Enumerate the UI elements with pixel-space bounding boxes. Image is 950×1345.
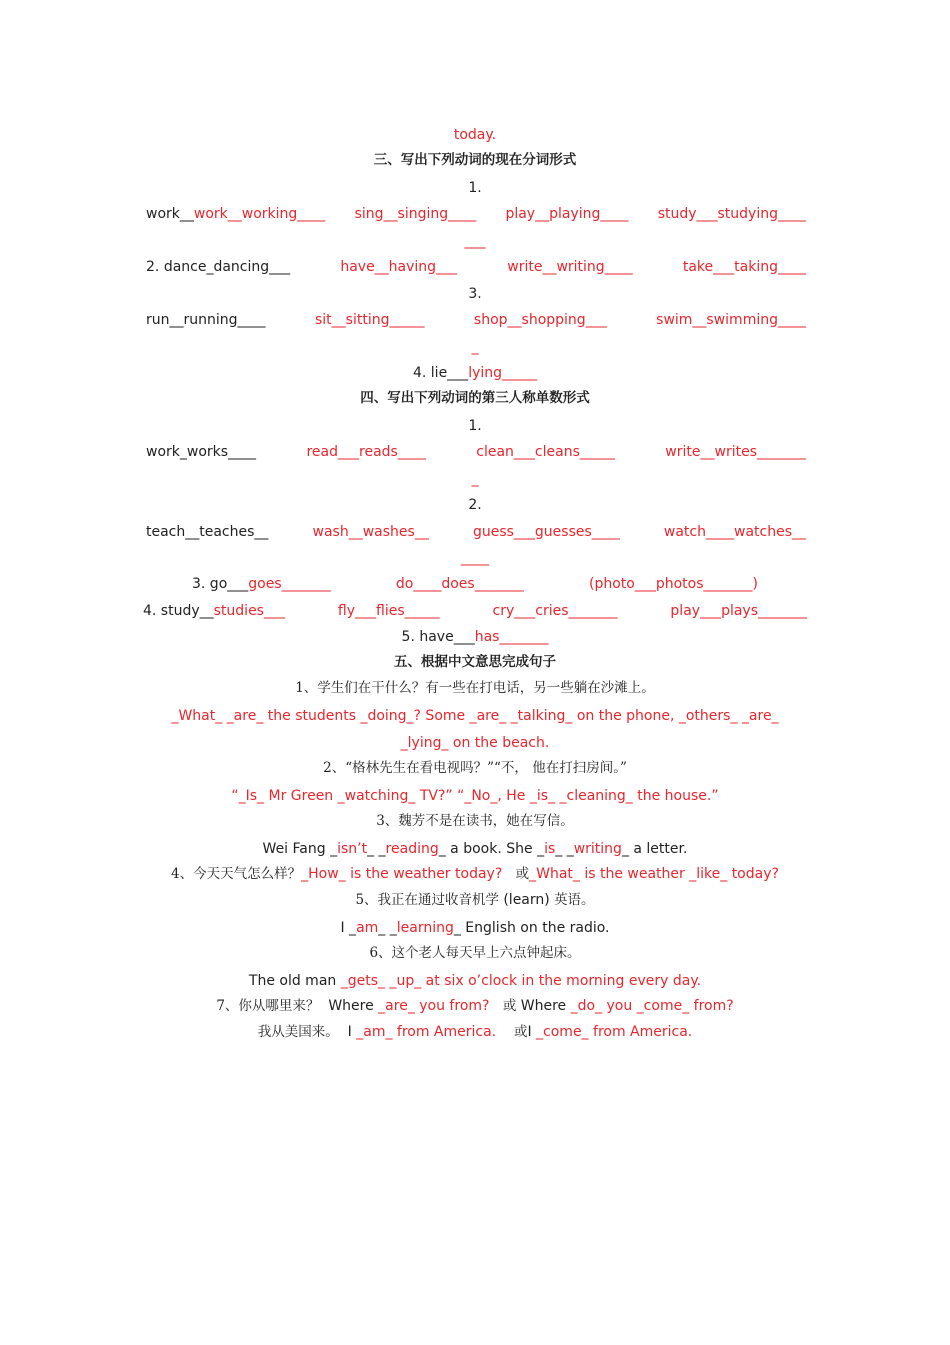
s4r1-item-4: write__writes_______ <box>665 444 806 460</box>
section3-row-2 <box>146 258 806 276</box>
q1-answer-line-1: _What_ _are_ the students _doing_? Some _are_ _talking_ on the phone, _others_ _are_ <box>171 708 779 724</box>
section3-row-4: 4. lie___lying_____ <box>412 365 538 381</box>
s3r1-item-2: sing__singing____ <box>354 206 477 222</box>
s4r2-item-1: teach__teaches__ <box>146 524 269 540</box>
section4-row-2 <box>146 523 806 541</box>
q2-chinese: 2、“格林先生在看电视吗？”“不， 他在打扫房间。” <box>323 760 627 776</box>
s4r2-item-4: watch____watches__ <box>663 524 806 540</box>
s3r2-item-2: have__having___ <box>340 259 458 275</box>
section4-heading: 四、写出下列动词的第三人称单数形式 <box>360 390 590 406</box>
s4r4-item-3: cry___cries_______ <box>492 603 618 619</box>
s3r3-item-1: run__running____ <box>146 312 266 328</box>
section3-row-1 <box>146 205 806 223</box>
s4r2-item-2: wash__washes__ <box>312 524 429 540</box>
section3-row-1-tail: ___ <box>464 233 486 249</box>
s3r2-item-4: take___taking____ <box>682 259 806 275</box>
s4r1-item-1: work_works____ <box>146 444 257 460</box>
top-line: today. <box>453 127 497 143</box>
section4-row-5: 5. have___has_______ <box>401 629 549 645</box>
s3r3-item-3: shop__shopping___ <box>473 312 607 328</box>
s4r1-item-2: read___reads____ <box>306 444 426 460</box>
q1-answer-line-2: _lying_ on the beach. <box>400 735 550 751</box>
section4-num-1: 1. <box>468 418 482 434</box>
q3-chinese: 3、魏芳不是在读书，她在写信。 <box>376 813 574 829</box>
s4r4-item-4: play___plays_______ <box>670 603 807 619</box>
q1-chinese: 1、学生们在干什么？有一些在打电话，另一些躺在沙滩上。 <box>295 680 655 696</box>
q7-line-1: 7、你从哪里来？ Where _are_ you from? 或 Where _do_ you _come_ from? <box>216 998 734 1014</box>
q6-chinese: 6、这个老人每天早上六点钟起床。 <box>369 945 581 961</box>
q5-answer: I _am_ _learning_ English on the radio. <box>340 920 610 936</box>
section4-num-2: 2. <box>468 497 482 513</box>
section3-num-1: 1. <box>468 180 482 196</box>
q3-answer: Wei Fang _isn’t_ _reading_ a book. She _is_ _writing_ a letter. <box>262 841 688 857</box>
s4r3-item-1: 3. go___goes_______ <box>192 576 331 592</box>
section4-row-1-tail: _ <box>471 471 479 487</box>
q2-answer: “_Is_ Mr Green _watching_ TV?” “_No_, He _is_ _cleaning_ the house.” <box>231 788 719 804</box>
section4-row-4 <box>143 602 807 620</box>
s3r3-item-2: sit__sitting_____ <box>314 312 425 328</box>
s3r3-item-4: swim__swimming____ <box>656 312 806 328</box>
s4r3-item-2: do____does_______ <box>395 576 524 592</box>
section3-row-3 <box>146 311 806 329</box>
s3r2-item-3: write__writing____ <box>507 259 633 275</box>
s4r2-item-3: guess___guesses____ <box>472 524 620 540</box>
section4-row-1 <box>146 443 806 461</box>
section3-num-3: 3. <box>468 286 482 302</box>
s3r2-item-1: 2. dance_dancing___ <box>146 259 291 275</box>
section3-row-3-tail: _ <box>471 339 479 355</box>
q6-answer: The old man _gets_ _up_ at six o’clock in the morning every day. <box>248 973 702 989</box>
s4r4-item-2: fly___flies_____ <box>337 603 440 619</box>
s4r1-item-3: clean___cleans_____ <box>476 444 615 460</box>
s3r1-item-4: study___studying____ <box>657 206 806 222</box>
s4r4-item-1: 4. study__studies___ <box>143 603 285 619</box>
section4-row-3 <box>192 575 758 593</box>
s3r1-item-3: play__playing____ <box>505 206 629 222</box>
section5-heading: 五、根据中文意思完成句子 <box>394 654 556 670</box>
q7-line-2: 我从美国来。 I _am_ from America. 或I _come_ from America. <box>257 1024 693 1040</box>
s4r3-item-3: (photo___photos_______) <box>589 576 758 592</box>
q4-line: 4、今天天气怎么样？_How_ is the weather today? 或_What_ is the weather _like_ today? <box>171 866 779 882</box>
section4-row-2-tail: ____ <box>461 550 489 566</box>
section3-heading: 三、写出下列动词的现在分词形式 <box>373 152 577 168</box>
q5-chinese: 5、我正在通过收音机学 (learn) 英语。 <box>355 892 595 908</box>
s3r1-item-1: work__work__working____ <box>146 206 326 222</box>
